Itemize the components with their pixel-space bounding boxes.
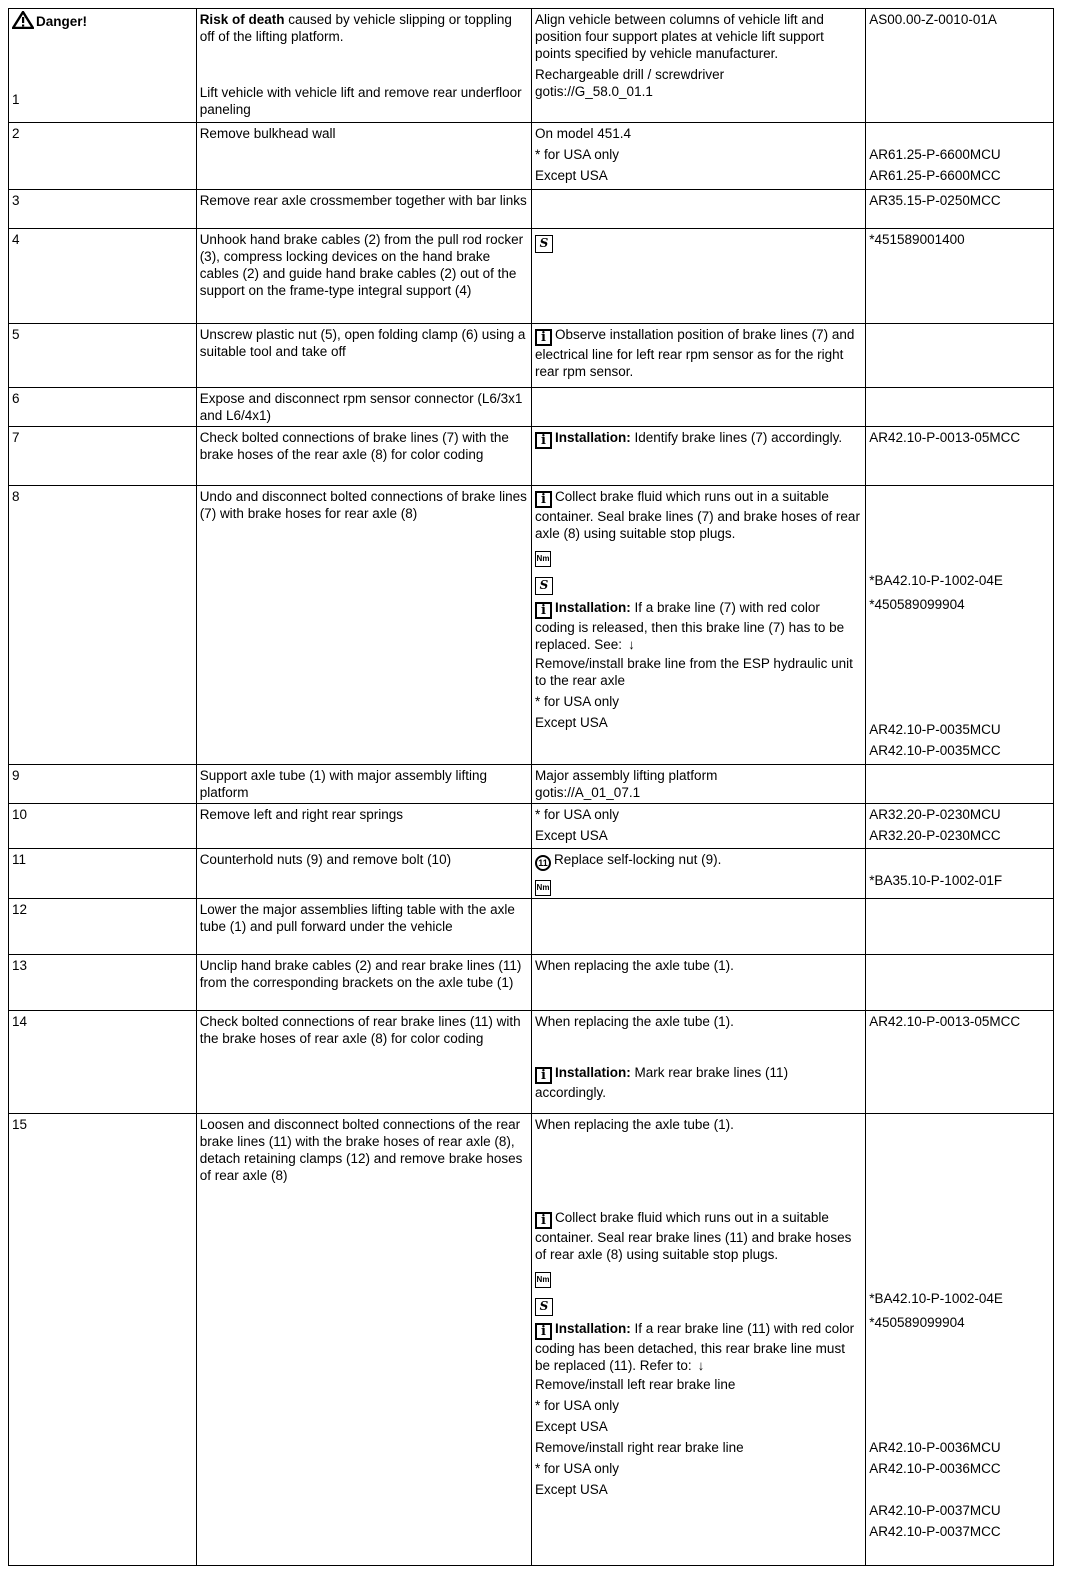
table-row (9, 9, 1054, 123)
torque-nm-icon[interactable]: Nm (535, 880, 551, 896)
doc-reference-link[interactable]: AR42.10-P-0013-05MCC (869, 1014, 1021, 1029)
note-text: Replace self-locking nut (9). (554, 852, 722, 867)
note-text: Except USA (535, 168, 608, 183)
info-icon: i (535, 1212, 552, 1229)
step-number: 15 (12, 1117, 28, 1132)
special-tool-number[interactable]: *450589099904 (869, 1315, 965, 1330)
step-number: 1 (12, 92, 20, 107)
table-row (9, 1011, 1054, 1114)
step-text: Undo and disconnect bolted connections of brake lines (7) with brake hoses for rear axle (8) (199, 489, 527, 521)
note-text: If a rear brake line (11) with red color coding has been detached, this rear brake line must be replaced (11). Refer to: (535, 1321, 855, 1373)
danger-note: Align vehicle between columns of vehicle lift and position four support plates at vehicle lift support points specified by vehicle manufacturer. (535, 12, 824, 61)
doc-reference-link[interactable]: AR35.15-P-0250MCC (869, 193, 1001, 208)
tool-name: Rechargeable drill / screwdriver (535, 67, 725, 82)
risk-text: caused by vehicle slipping or toppling off of the lifting platform. (199, 12, 512, 44)
step-text: Lower the major assemblies lifting table with the axle tube (1) and pull forward under the vehicle (199, 902, 515, 934)
step-text: Remove left and right rear springs (199, 807, 404, 822)
note-text: When replacing the axle tube (1). (535, 1014, 734, 1029)
doc-reference-link[interactable]: AR42.10-P-0036MCU (869, 1440, 1001, 1455)
special-tool-icon[interactable]: S (535, 235, 553, 253)
note-text: When replacing the axle tube (1). (535, 958, 734, 973)
table-row (9, 388, 1054, 427)
reference-title: Remove/install brake line from the ESP hydraulic unit to the rear axle (535, 656, 853, 688)
special-tool-icon[interactable]: S (535, 577, 553, 595)
warning-triangle-icon (12, 11, 34, 29)
step-number: 9 (12, 768, 20, 783)
risk-title: Risk of death (199, 12, 285, 27)
step-number: 7 (12, 430, 20, 445)
danger-text-cell (196, 9, 531, 123)
step-text: Check bolted connections of brake lines (7) with the brake hoses of the rear axle (8) for color coding (199, 430, 509, 462)
table-row (9, 899, 1054, 955)
special-tool-number[interactable]: *450589099904 (869, 597, 965, 612)
note-text: Except USA (535, 1419, 608, 1434)
table-row (9, 849, 1054, 899)
note-text: Except USA (535, 1482, 608, 1497)
doc-reference-link[interactable]: AR32.20-P-0230MCU (869, 807, 1001, 822)
table-row (9, 324, 1054, 388)
step-text: Counterhold nuts (9) and remove bolt (10) (199, 852, 452, 867)
step-number: 11 (12, 852, 27, 867)
table-row (9, 1114, 1054, 1566)
note-text: Except USA (535, 828, 608, 843)
table-row (9, 190, 1054, 229)
self-locking-nut-icon: 11 (535, 855, 551, 871)
doc-reference-link[interactable]: AR32.20-P-0230MCC (869, 828, 1001, 843)
step-text: Expose and disconnect rpm sensor connector (L6/3x1 and L6/4x1) (199, 391, 523, 423)
note-text: Identify brake lines (7) accordingly. (630, 430, 843, 445)
note-text: Observe installation position of brake lines (7) and electrical line for left rear rpm sensor as for the right rear rpm sensor. (535, 327, 855, 379)
step-text: Check bolted connections of rear brake lines (11) with the brake hoses of rear axle (8) for color coding (199, 1014, 521, 1046)
table-row (9, 765, 1054, 804)
table-row (9, 804, 1054, 849)
step-text: Support axle tube (1) with major assembly lifting platform (199, 768, 488, 800)
danger-cell (9, 9, 197, 123)
step-number: 4 (12, 232, 20, 247)
special-tool-icon[interactable]: S (535, 1298, 553, 1316)
step-number: 8 (12, 489, 20, 504)
step-text: Remove rear axle crossmember together with bar links (199, 193, 527, 208)
info-icon: i (535, 491, 552, 508)
step-text: Unscrew plastic nut (5), open folding clamp (6) using a suitable tool and take off (199, 327, 526, 359)
note-text: Collect brake fluid which runs out in a suitable container. Seal brake lines (7) and brake hoses of rear axle (8) using suitable stop plugs. (535, 489, 860, 541)
step-number: 3 (12, 193, 20, 208)
reference-arrow-icon[interactable]: ↓ (697, 1358, 705, 1373)
note-text: When replacing the axle tube (1). (535, 1117, 734, 1132)
torque-nm-icon[interactable]: Nm (535, 551, 551, 567)
torque-reference-link[interactable]: *BA35.10-P-1002-01F (869, 873, 1003, 888)
step-number: 6 (12, 391, 20, 406)
doc-reference-link[interactable]: AR42.10-P-0035MCU (869, 722, 1001, 737)
gotis-link[interactable]: gotis://A_01_07.1 (535, 785, 641, 800)
danger-note-cell (532, 9, 866, 123)
note-text: * for USA only (535, 1398, 620, 1413)
danger-code-cell (866, 9, 1054, 123)
note-text: * for USA only (535, 694, 620, 709)
installation-label: Installation: (555, 1321, 631, 1336)
info-icon: i (535, 1323, 552, 1340)
step-number: 5 (12, 327, 20, 342)
note-text: * for USA only (535, 147, 620, 162)
table-row (9, 955, 1054, 1011)
note-text: Mark rear brake lines (11) accordingly. (535, 1065, 789, 1100)
table-row (9, 229, 1054, 324)
note-text: Except USA (535, 715, 608, 730)
reference-title: Remove/install left rear brake line (535, 1377, 736, 1392)
doc-reference-link[interactable]: AR42.10-P-0013-05MCC (869, 430, 1021, 445)
info-icon: i (535, 432, 552, 449)
special-tool-number[interactable]: *451589001400 (869, 232, 965, 247)
step-number: 13 (12, 958, 28, 973)
doc-reference-link[interactable]: AR61.25-P-6600MCU (869, 147, 1001, 162)
step-number: 2 (12, 126, 20, 141)
gotis-link[interactable]: gotis://G_58.0_01.1 (535, 84, 653, 99)
info-icon: i (535, 329, 552, 346)
doc-reference-link[interactable]: AR42.10-P-0037MCC (869, 1524, 1001, 1539)
note-text: Collect brake fluid which runs out in a suitable container. Seal rear brake lines (11) and brake hoses of rear axle (8) using suitable stop plugs. (535, 1210, 852, 1262)
note-text: * for USA only (535, 1461, 620, 1476)
step-text: Unhook hand brake cables (2) from the pull rod rocker (3), compress locking devices on the hand brake cables (2) and guide hand brake cables (2) out of the support on the frame-type integral support (4) (199, 232, 524, 298)
step-number: 12 (12, 902, 28, 917)
step-text: Unclip hand brake cables (2) and rear brake lines (11) from the corresponding brackets on the axle tube (1) (199, 958, 522, 990)
installation-label: Installation: (555, 1065, 631, 1080)
info-icon: i (535, 1067, 552, 1084)
doc-reference-link[interactable]: AR61.25-P-6600MCC (869, 168, 1001, 183)
installation-label: Installation: (555, 600, 631, 615)
doc-reference-link[interactable]: AR42.10-P-0037MCU (869, 1503, 1001, 1518)
reference-arrow-icon[interactable]: ↓ (628, 637, 635, 652)
step-number: 14 (12, 1014, 28, 1029)
table-row (9, 123, 1054, 190)
torque-nm-icon[interactable]: Nm (535, 1272, 551, 1288)
step-number: 10 (12, 807, 28, 822)
torque-reference-link[interactable]: *BA42.10-P-1002-04E (869, 573, 1003, 588)
doc-reference-link[interactable]: AR42.10-P-0035MCC (869, 743, 1001, 758)
doc-reference-link[interactable]: AS00.00-Z-0010-01A (869, 12, 997, 27)
reference-title: Remove/install right rear brake line (535, 1440, 744, 1455)
table-row (9, 427, 1054, 486)
step-text: Lift vehicle with vehicle lift and remove rear underfloor paneling (199, 85, 522, 117)
note-text: On model 451.4 (535, 126, 632, 141)
note-text: * for USA only (535, 807, 620, 822)
table-row (9, 486, 1054, 765)
danger-label: Danger! (36, 14, 88, 29)
repair-instructions-table (8, 8, 1054, 1566)
step-text: Loosen and disconnect bolted connections of the rear brake lines (11) with the brake hoses of rear axle (8), detach retaining clamps (12) and remove brake hoses of rear axle (8) (199, 1117, 523, 1183)
note-text: If a brake line (7) with red color coding is released, then this brake line (7) has to be replaced. See: (535, 600, 845, 652)
doc-reference-link[interactable]: AR42.10-P-0036MCC (869, 1461, 1001, 1476)
torque-reference-link[interactable]: *BA42.10-P-1002-04E (869, 1291, 1003, 1306)
installation-label: Installation: (555, 430, 631, 445)
info-icon: i (535, 602, 552, 619)
step-text: Remove bulkhead wall (199, 126, 336, 141)
tool-name: Major assembly lifting platform (535, 768, 718, 783)
